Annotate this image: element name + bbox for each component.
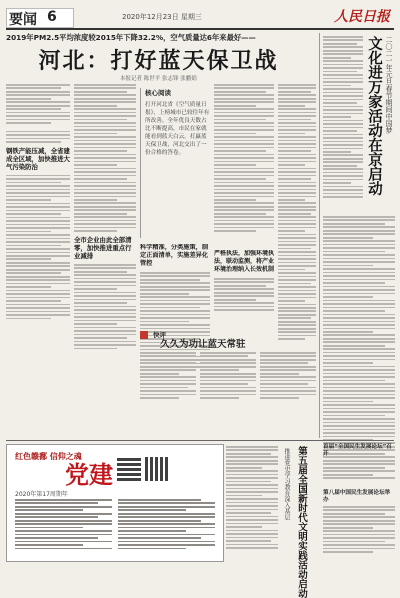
lower-rule [6, 440, 394, 441]
lead-column-1 [6, 84, 70, 384]
right-item-2 [323, 490, 395, 560]
section-name: 要闻 [9, 12, 37, 28]
ad-text-block [15, 499, 215, 551]
lead-subhead-2: 全市企业由此全部清零，加快推进重点行业减排 [74, 235, 132, 260]
commentary-marker-icon [140, 331, 148, 339]
lead-kicker: 2019年PM2.5平均浓度较2015年下降32.2%，空气质量达6年来最好—— [6, 33, 256, 42]
ad-big-char: 党建 [65, 460, 113, 489]
commentary-body [140, 352, 316, 412]
bottom-vertical-sub: 推进党史学习教育深入基层 [283, 448, 290, 520]
ad-title: 红色赣鄱 信仰之魂 [15, 452, 82, 461]
lead-column-5 [278, 84, 316, 338]
commentary-tag [140, 324, 167, 339]
ad-sub: 2020年第17周期年 [15, 491, 68, 498]
core-reading-text: 打开河北省《空气质量日报》，上榜城市已较往年有所改善。全年优良天数占比不断提高，市民在家就能看到蓝天白云。打赢蓝天保卫战，河北交出了一份合格的答卷。 [145, 102, 210, 156]
side-kicker: 二〇二一年元旦春节期间中国梦 [385, 36, 393, 134]
section-header [6, 6, 394, 28]
right-item-1 [323, 444, 395, 484]
lead-column-2 [74, 84, 136, 384]
lead-box-a: 科学精准，分类施策，制定正面清单，实施差异化管控 [140, 244, 209, 267]
right-item-1-title: 首届“全国民生发展论坛”召开 [323, 444, 392, 457]
commentary-tag-label: 快评 [153, 331, 167, 339]
header-rule [6, 28, 394, 30]
right-item-2-title: 第八届中国民生发展论坛举办 [323, 490, 391, 503]
date-line: 2020年12月23日 星期三 [122, 13, 202, 21]
bottom-center-story [226, 444, 318, 598]
core-reading-title: 核心阅读 [145, 89, 171, 97]
lead-subhead-1: 钢铁产能压减，全省建成全区域，加快推进大气污染防治 [6, 146, 70, 171]
masthead-logo: 人民日报 [334, 9, 390, 25]
bottom-vertical-headline: 第五届全国新时代文明实践活动启动 [296, 446, 307, 598]
page-number: 6 [47, 9, 57, 25]
commentary-title: 久久为功让蓝天常驻 [160, 339, 246, 350]
section-label [6, 8, 74, 28]
side-text-bottom [323, 216, 395, 438]
right-divider [319, 33, 320, 438]
lead-byline: 本报记者 陈世平 张志锋 张鹏娟 [120, 76, 197, 82]
bottom-center-text [226, 446, 278, 551]
ad-qr-1 [117, 457, 141, 481]
core-reading-box [140, 88, 211, 238]
lead-column-4 [214, 84, 274, 244]
lead-column-4b [214, 248, 274, 338]
lead-headline: 河北：打好蓝天保卫战 [38, 48, 279, 74]
ad-qr-2 [145, 457, 169, 481]
side-text-top [323, 36, 363, 216]
side-headline: 文化进万家活动在京启动 [366, 36, 383, 196]
lead-box-b: 严格执法，加强环境执法，联动监测，将产业环境治理纳入长效机制 [214, 250, 274, 273]
advertisement [6, 444, 224, 562]
